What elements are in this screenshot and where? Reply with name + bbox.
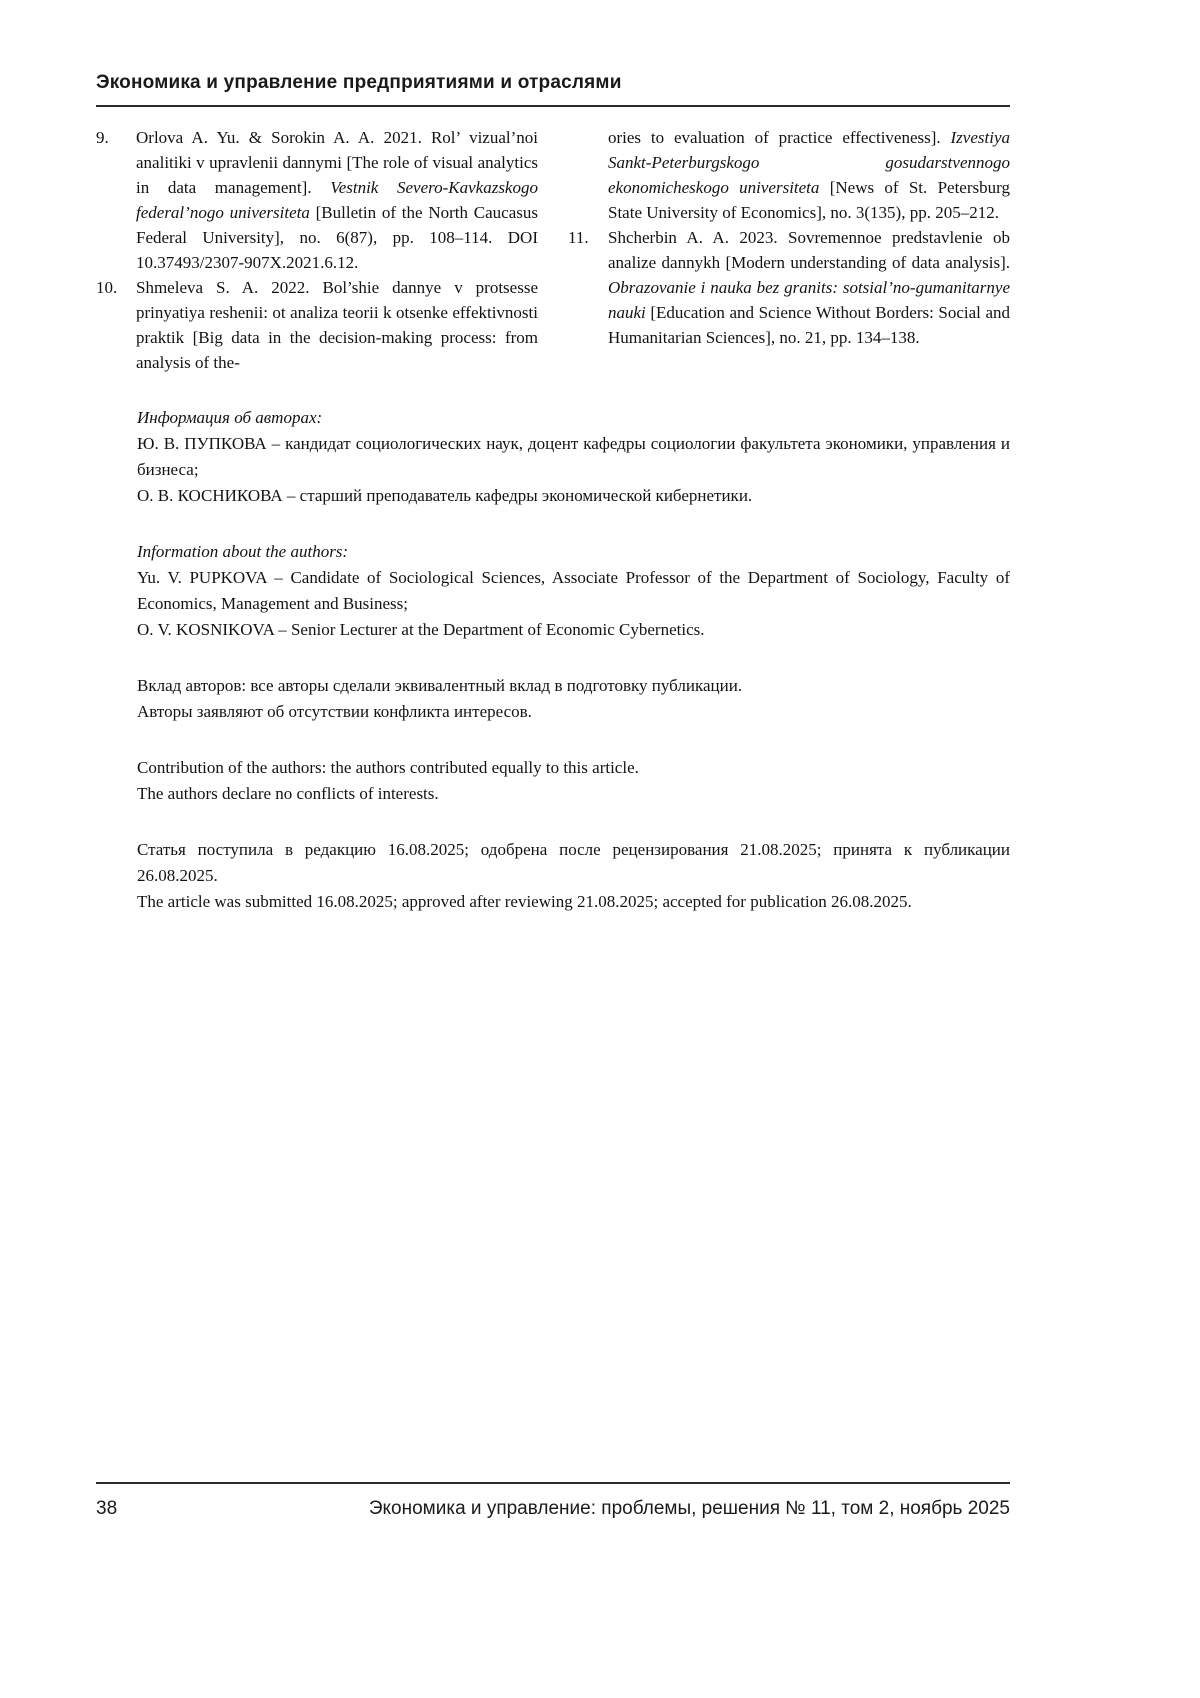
article-dates-en: The article was submitted 16.08.2025; approved after reviewing 21.08.2025; accepted for publication 26.08.2025.: [137, 892, 912, 911]
author-ru-line: О. В. КОСНИКОВА – старший преподаватель кафедры экономической кибернетики.: [137, 486, 753, 505]
reference-text-segment: Vestnik Severo-Kavkazskogo federal’nogo universiteta: [136, 178, 538, 222]
page-content: [96, 72, 1010, 915]
reference-text: [608, 228, 1010, 347]
authors-info-en-heading: Information about the authors:: [137, 542, 349, 561]
authors-info-ru: [137, 405, 1010, 509]
reference-text-segment: Izvestiya Sankt-Peterburgskogo gosudarstvennogo ekonomicheskogo universiteta: [608, 128, 1010, 197]
author-en-line: O. V. KOSNIKOVA – Senior Lecturer at the Department of Economic Cybernetics.: [137, 620, 705, 639]
contribution-ru-line: Вклад авторов: все авторы сделали эквивалентный вклад в подготовку публикации.: [137, 676, 743, 695]
reference-text-segment: Orlova A. Yu. & Sorokin A. A. 2021. Rol’ vizual’noi analitiki v upravlenii dannymi [The role of visual analytics in data management].: [136, 128, 538, 197]
header-rule: [96, 105, 1010, 107]
references-left-column: [96, 125, 538, 375]
reference-item-9: [96, 125, 538, 275]
contribution-ru-line: Авторы заявляют об отсутствии конфликта интересов.: [137, 702, 532, 721]
reference-text-segment: Shcherbin A. A. 2023. Sovremennoe predstavlenie ob analize dannykh [Modern understanding of data analysis].: [608, 228, 1010, 272]
contribution-en: [137, 755, 1010, 807]
reference-10-continuation: [608, 125, 1010, 225]
article-dates-ru: Статья поступила в редакцию 16.08.2025; одобрена после рецензирования 21.08.2025; принята к публикации 26.08.2025.: [137, 840, 1010, 885]
reference-item-11: [568, 225, 1010, 350]
contribution-en-line: The authors declare no conflicts of interests.: [137, 784, 439, 803]
references-section: [96, 125, 1010, 375]
reference-text: [608, 128, 1010, 222]
reference-text-segment: Shmeleva S. A. 2022. Bol’shie dannye v protsesse prinyatiya reshenii: ot analiza teorii k otsenke effektivnosti praktik [Big data in the decision-making process: from analysis of the-: [136, 278, 538, 372]
running-head: Экономика и управление предприятиями и отраслями: [96, 72, 622, 93]
reference-item-10: [96, 275, 538, 375]
authors-info-section: [137, 405, 1010, 915]
reference-number: 10.: [96, 278, 118, 297]
reference-text: [136, 128, 538, 272]
contribution-ru: [137, 673, 1010, 725]
reference-text: [136, 278, 538, 372]
reference-text-segment: ories to evaluation of practice effectiveness].: [608, 128, 951, 147]
footer-row: [96, 1498, 1010, 1520]
contribution-en-line: Contribution of the authors: the authors contributed equally to this article.: [137, 758, 639, 777]
authors-info-ru-heading: Информация об авторах:: [137, 408, 323, 427]
reference-number: 9.: [96, 128, 109, 147]
journal-title-line: Экономика и управление: проблемы, решения № 11, том 2, ноябрь 2025: [368, 1498, 1010, 1519]
references-right-column: [568, 125, 1010, 375]
reference-number: 11.: [568, 228, 589, 247]
authors-info-en: [137, 539, 1010, 643]
page-footer: [96, 1482, 1010, 1520]
author-en-line: Yu. V. PUPKOVA – Candidate of Sociological Sciences, Associate Professor of the Department of Sociology, Faculty of Economics, Management and Business;: [137, 568, 1010, 613]
article-dates: [137, 837, 1010, 915]
footer-rule: [96, 1482, 1010, 1484]
reference-text-segment: [Education and Science Without Borders: Social and Humanitarian Sciences], no. 21, pp. 134–138.: [608, 303, 1010, 347]
page-number: 38: [96, 1498, 118, 1519]
author-ru-line: Ю. В. ПУПКОВА – кандидат социологических наук, доцент кафедры социологии факультета экономики, управления и бизнеса;: [137, 434, 1010, 479]
reference-text-segment: [Bulletin of the North Caucasus Federal University], no. 6(87), pp. 108–114. DOI 10.37493/2307-907X.2021.6.12.: [136, 203, 538, 272]
reference-text-segment: [News of St. Petersburg State University of Economics], no. 3(135), pp. 205–212.: [608, 178, 1010, 222]
reference-text-segment: Obrazovanie i nauka bez granits: sotsial’no-gumanitarnye nauki: [608, 278, 1010, 322]
